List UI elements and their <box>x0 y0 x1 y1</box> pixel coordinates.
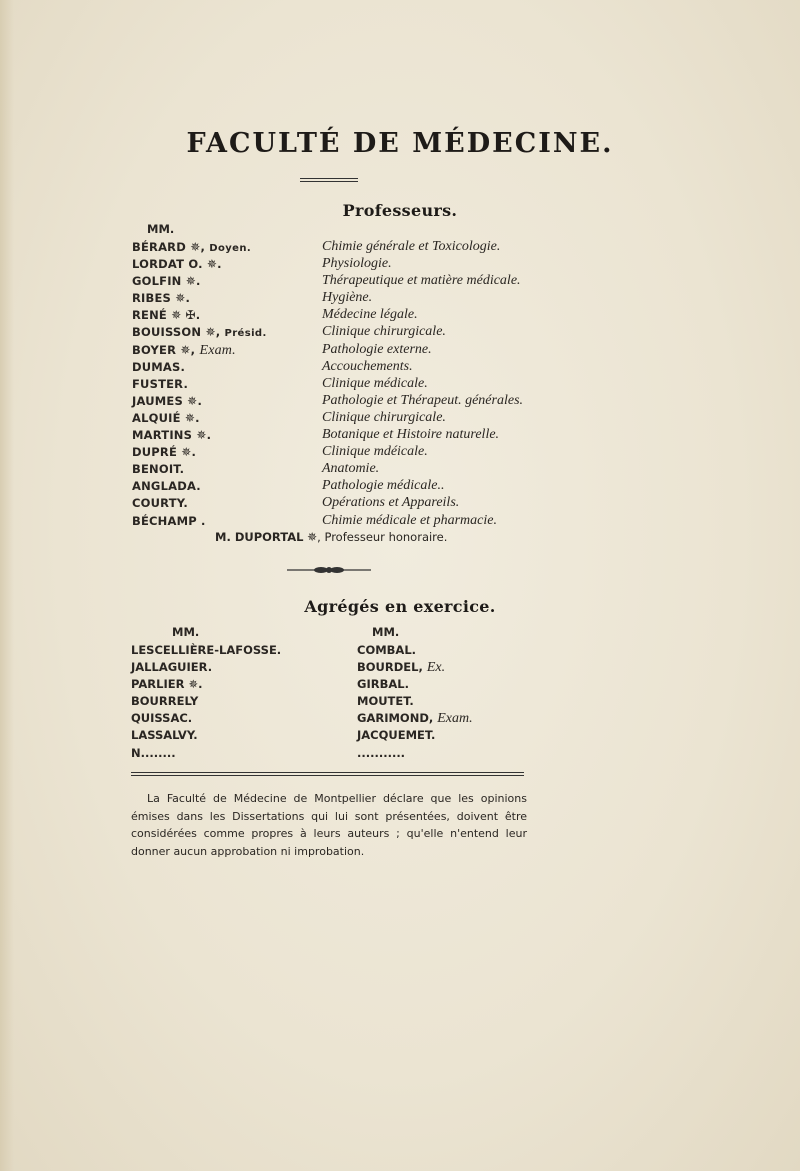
decoration-star-icon: ✵ <box>307 530 318 544</box>
professor-role: Présid. <box>224 328 267 340</box>
professor-chair: Clinique chirurgicale. <box>322 409 446 425</box>
agrege-name: PARLIER ✵. <box>131 677 203 692</box>
professor-chair: Pathologie externe. <box>322 341 432 357</box>
decoration-star-icon: ✵ <box>206 257 218 272</box>
professor-chair: Clinique mdéicale. <box>322 444 428 460</box>
agreges-right-column <box>357 643 473 763</box>
professor-chair: Clinique médicale. <box>322 375 428 391</box>
agrege-exam-note: Ex. <box>426 660 446 676</box>
professor-name-cell: RIBES ✵. <box>132 291 191 306</box>
professor-chair: Chimie médicale et pharmacie. <box>322 512 497 528</box>
faculty-disclaimer: La Faculté de Médecine de Montpellier déclare que les opinions émises dans les Dissertations qui lui sont présentées, doivent être considérées comme propres à leurs auteurs ; qu'elle n'entend leur donner aucun approbation ni improbation. <box>131 792 527 858</box>
decoration-star-icon: ✵ <box>181 445 192 460</box>
agrege-row <box>357 643 473 660</box>
professor-name-cell: JAUMES ✵. <box>132 393 203 408</box>
agrege-name: BOURDEL, <box>357 660 423 675</box>
decoration-star-icon: ✵ <box>184 410 196 425</box>
professor-name: BÉCHAMP . <box>132 513 206 528</box>
bottom-double-rule <box>131 772 524 776</box>
professor-name-cell <box>132 360 185 374</box>
professor-chair: Hygiène. <box>322 290 373 306</box>
professor-chair: Médecine légale. <box>322 307 418 323</box>
honorary-title: , Professeur honoraire. <box>317 530 448 544</box>
professor-name: ANGLADA. <box>132 479 201 494</box>
professor-name-cell <box>132 496 188 510</box>
professor-name-cell <box>132 377 188 391</box>
agrege-name: JALLAGUIER. <box>131 660 213 675</box>
decoration-star-icon: ✵ <box>196 428 207 443</box>
professor-name: ALQUIÉ <box>132 410 181 425</box>
agreges-heading: Agrégés en exercice. <box>304 597 496 616</box>
agrege-name: QUISSAC. <box>131 711 193 726</box>
professors-heading: Professeurs. <box>342 201 458 220</box>
agrege-name: N........ <box>131 745 176 760</box>
agrege-row <box>357 677 473 694</box>
decoration-star-icon: ✵ ✠ <box>171 308 196 323</box>
agrege-name: GARIMOND, <box>357 711 434 726</box>
agrege-row <box>357 746 473 763</box>
professor-name-cell <box>132 462 184 476</box>
professor-chair: Accouchements. <box>322 358 413 374</box>
professor-chair: Anatomie. <box>322 461 380 477</box>
professor-name: RIBES <box>132 291 172 306</box>
professor-name-cell: LORDAT O. ✵. <box>132 257 222 272</box>
professor-name: BOYER <box>132 342 177 357</box>
professor-name: RENÉ <box>132 308 167 323</box>
agrege-name: COMBAL. <box>357 643 417 657</box>
professor-name: BENOIT. <box>132 462 185 477</box>
agrege-name: GIRBAL. <box>357 677 409 692</box>
professor-chair: Physiologie. <box>322 256 392 272</box>
professor-chair: Opérations et Appareils. <box>322 495 460 511</box>
professor-name: DUMAS. <box>132 359 186 374</box>
agrege-row <box>357 728 473 745</box>
professor-name-cell: BÉRARD ✵, Doyen. <box>132 240 252 254</box>
professor-name-cell: ALQUIÉ ✵. <box>132 410 200 425</box>
agrege-name: LASSALVY. <box>131 728 198 743</box>
professor-name: LORDAT O. <box>132 257 203 272</box>
agrege-name: BOURRELY <box>131 694 199 709</box>
professor-chair: Clinique chirurgicale. <box>322 324 446 340</box>
decoration-star-icon: ✵ <box>190 240 201 254</box>
agrege-row <box>357 694 473 711</box>
agrege-row <box>357 711 473 728</box>
professor-name: BOUISSON <box>132 325 202 340</box>
professor-name-cell: BOUISSON ✵, Présid. <box>132 325 267 340</box>
decoration-star-icon: ✵ <box>185 274 196 289</box>
professor-name: JAUMES <box>132 393 183 408</box>
honorary-professor <box>215 530 447 544</box>
decoration-star-icon: ✵ <box>175 291 186 306</box>
agreges-right-mm-label: MM. <box>372 625 400 639</box>
professor-name-cell <box>132 479 201 493</box>
professor-name: BÉRARD <box>132 240 186 254</box>
professor-name-cell <box>132 514 206 528</box>
decoration-star-icon: ✵ <box>180 342 191 357</box>
decoration-star-icon: ✵ <box>187 393 198 408</box>
professor-name: FUSTER. <box>132 376 189 391</box>
section-ornament-divider <box>287 564 371 576</box>
professor-name: COURTY. <box>132 496 188 511</box>
professor-exam-note: Exam. <box>199 342 236 358</box>
agreges-left-mm-label: MM. <box>172 625 200 639</box>
professor-name-cell: GOLFIN ✵. <box>132 274 201 289</box>
professor-chair: Thérapeutique et matière médicale. <box>322 273 521 289</box>
professor-name-cell: MARTINS ✵. <box>132 428 212 443</box>
page-title: FACULTÉ DE MÉDECINE. <box>186 128 614 159</box>
agrege-name: MOUTET. <box>357 694 414 709</box>
honorary-name: M. DUPORTAL <box>215 530 304 544</box>
agrege-name: LESCELLIÈRE-LAFOSSE. <box>131 643 282 657</box>
professor-chair: Botanique et Histoire naturelle. <box>322 427 500 443</box>
agrege-row <box>357 660 473 677</box>
professor-name-cell: RENÉ ✵ ✠. <box>132 308 201 323</box>
agrege-name: ........... <box>357 745 406 760</box>
professor-chair: Pathologie médicale.. <box>322 478 445 494</box>
professor-name-cell: DUPRÉ ✵. <box>132 445 197 460</box>
professor-chair: Pathologie et Thérapeut. générales. <box>322 392 524 408</box>
professor-name: GOLFIN <box>132 274 182 289</box>
professor-name: DUPRÉ <box>132 445 178 460</box>
professor-name-cell: BOYER ✵, Exam. <box>132 342 236 358</box>
agrege-exam-note: Exam. <box>437 711 473 727</box>
professor-name: MARTINS <box>132 428 193 443</box>
professor-role: Doyen. <box>209 243 252 254</box>
title-underline <box>300 178 358 182</box>
professor-chair: Chimie générale et Toxicologie. <box>322 239 501 254</box>
professors-mm-label: MM. <box>147 222 175 236</box>
page-spine-shadow <box>0 0 14 1171</box>
agreges-left-column <box>131 643 281 763</box>
agrege-name: JACQUEMET. <box>357 728 436 743</box>
decoration-star-icon: ✵ <box>205 325 216 340</box>
